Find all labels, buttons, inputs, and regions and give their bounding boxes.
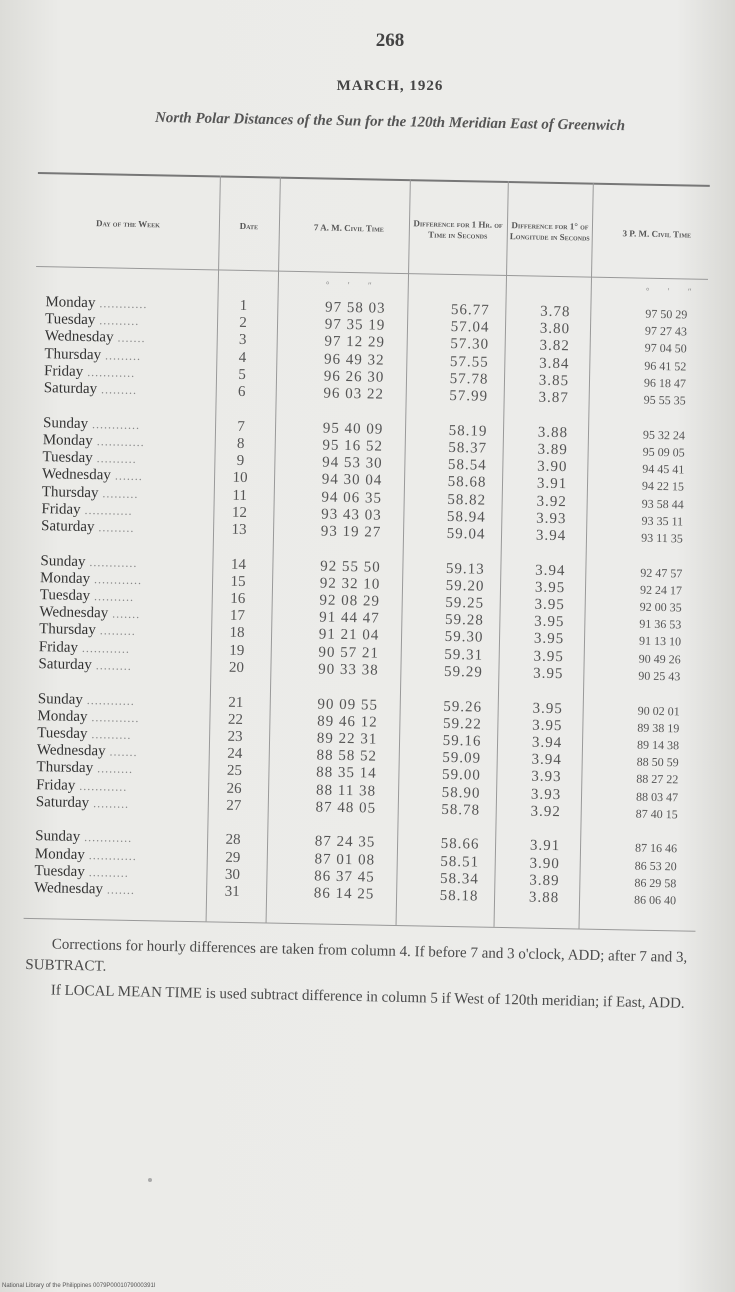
am-value-cell: 93 43 03: [321, 506, 382, 524]
date-cell: 30: [224, 866, 241, 883]
hourly-diff-cell: 59.04: [446, 525, 486, 543]
pm-value-cell: 87 40 15: [635, 806, 678, 822]
day-name: Saturday: [35, 793, 90, 811]
leader-dots: ............: [80, 502, 133, 518]
leader-dots: ..........: [89, 589, 135, 604]
header-day: Day of the Week: [95, 217, 160, 229]
am-value-cell: 88 11 38: [315, 781, 377, 800]
date-cell: 19: [229, 642, 245, 659]
longitude-diff-cell: 3.84: [539, 355, 570, 372]
hourly-diff-cell: 59.31: [444, 646, 484, 664]
day-name: Monday: [37, 707, 88, 725]
pm-value-cell: 97 04 50: [644, 341, 687, 356]
longitude-diff-cell: 3.91: [536, 475, 568, 493]
note-local-time: If LOCAL MEAN TIME is used subtract difference in column 5 if West of 120th meridian; if East, ADD.: [50, 982, 685, 1012]
pm-value-cell: 97 50 29: [645, 306, 688, 322]
date-cell: 13: [231, 521, 247, 538]
leader-dots: .........: [93, 761, 134, 777]
pm-value-cell: 88 27 22: [636, 771, 679, 787]
date-cell: 12: [231, 504, 248, 521]
pm-value-cell: 92 47 57: [640, 565, 683, 581]
leader-dots: ............: [92, 433, 145, 449]
day-name: Monday: [34, 845, 85, 863]
leader-dots: ............: [84, 847, 137, 863]
units-3pm: ° ′ ″: [645, 285, 700, 297]
leader-dots: .........: [100, 347, 142, 363]
hourly-diff-cell: 58.54: [447, 457, 487, 474]
day-name: Wednesday: [39, 604, 109, 622]
hourly-diff-cell: 58.78: [441, 801, 481, 819]
leader-dots: .......: [110, 468, 144, 484]
leader-dots: .......: [105, 744, 138, 760]
date-cell: 3: [238, 332, 247, 349]
pm-value-cell: 89 14 38: [636, 737, 680, 753]
leader-dots: ............: [87, 709, 140, 725]
date-cell: 29: [225, 849, 241, 866]
leader-dots: .........: [91, 657, 132, 673]
hourly-diff-cell: 59.29: [443, 663, 483, 681]
day-name: Friday: [41, 500, 81, 518]
longitude-diff-cell: 3.95: [534, 596, 565, 614]
date-cell: 11: [232, 487, 248, 504]
day-name: Thursday: [41, 483, 99, 501]
leader-dots: .........: [89, 795, 130, 811]
pm-value-cell: 96 41 52: [644, 358, 687, 374]
table-bottom-rule: [24, 918, 696, 932]
leader-dots: .......: [108, 606, 141, 622]
day-name: Saturday: [40, 518, 95, 536]
pm-value-cell: 93 58 44: [641, 496, 684, 511]
units-7am: ° ′ ″: [325, 279, 380, 291]
am-value-cell: 97 58 03: [324, 299, 386, 317]
day-name: Saturday: [38, 655, 92, 673]
am-value-cell: 96 03 22: [323, 385, 385, 403]
day-cell: [44, 380, 214, 400]
hourly-diff-cell: 58.66: [440, 836, 480, 853]
date-cell: 1: [239, 297, 248, 315]
pm-value-cell: 88 03 47: [635, 789, 679, 804]
date-cell: 2: [239, 315, 247, 332]
leader-dots: .........: [94, 520, 135, 535]
hourly-diff-cell: 57.99: [449, 387, 489, 405]
hourly-diff-cell: 58.90: [441, 784, 481, 802]
hourly-diff-cell: 57.55: [449, 353, 489, 371]
pm-value-cell: 87 16 46: [634, 840, 678, 856]
am-value-cell: 87 24 35: [314, 833, 376, 851]
longitude-diff-cell: 3.88: [528, 889, 560, 907]
longitude-diff-cell: 3.95: [532, 700, 563, 717]
longitude-diff-cell: 3.93: [531, 768, 562, 786]
pm-value-cell: 95 32 24: [642, 427, 686, 443]
hourly-diff-cell: 58.82: [447, 491, 487, 509]
day-name: Sunday: [40, 552, 86, 570]
date-cell: 16: [230, 590, 246, 608]
leader-dots: ..........: [84, 864, 129, 880]
day-cell: [34, 880, 204, 900]
longitude-diff-cell: 3.95: [534, 579, 566, 596]
longitude-diff-cell: 3.95: [534, 613, 565, 631]
am-value-cell: 94 30 04: [321, 471, 383, 489]
header-7am: 7 A. M. Civil Time: [313, 221, 384, 234]
leader-dots: .......: [102, 882, 136, 897]
day-name: Friday: [38, 638, 79, 656]
hourly-diff-cell: 59.26: [443, 698, 483, 716]
hourly-diff-cell: 56.77: [450, 301, 490, 319]
longitude-diff-cell: 3.80: [539, 320, 571, 338]
date-cell: 18: [229, 625, 245, 642]
am-value-cell: 97 35 19: [324, 316, 386, 334]
date-cell: 22: [227, 711, 244, 728]
day-name: Friday: [36, 776, 76, 794]
longitude-diff-cell: 3.78: [540, 303, 571, 321]
day-cell: [36, 794, 206, 814]
am-value-cell: 86 37 45: [314, 868, 375, 886]
date-cell: 15: [230, 573, 246, 590]
pm-value-cell: 94 45 41: [642, 461, 685, 477]
am-value-cell: 91 44 47: [319, 609, 380, 627]
footnotes: [25, 934, 706, 1019]
day-name: Wednesday: [34, 880, 104, 898]
hourly-diff-cell: 57.78: [449, 370, 489, 388]
longitude-diff-cell: 3.94: [535, 562, 566, 579]
am-value-cell: 87 01 08: [314, 851, 376, 869]
am-value-cell: 90 33 38: [318, 661, 379, 679]
hourly-diff-cell: 58.68: [447, 474, 487, 491]
date-cell: 6: [237, 383, 246, 401]
date-cell: 10: [232, 470, 248, 487]
longitude-diff-cell: 3.82: [539, 338, 570, 355]
date-cell: 14: [230, 556, 247, 573]
hourly-diff-cell: 59.20: [445, 577, 485, 595]
pm-value-cell: 90 02 01: [637, 703, 680, 718]
hourly-diff-cell: 57.04: [450, 319, 490, 336]
longitude-diff-cell: 3.85: [538, 372, 570, 390]
leader-dots: ..........: [87, 726, 132, 742]
date-cell: 21: [228, 694, 244, 711]
longitude-diff-cell: 3.94: [535, 527, 567, 545]
am-value-cell: 94 06 35: [321, 489, 383, 507]
day-name: Thursday: [38, 621, 96, 639]
date-cell: 28: [225, 832, 241, 849]
header-hourly-diff: Difference for 1 Hr. of Time in Seconds: [413, 218, 503, 241]
pm-value-cell: 97 27 43: [644, 323, 688, 339]
am-value-cell: 86 14 25: [313, 885, 375, 903]
hourly-diff-cell: 58.34: [439, 870, 479, 888]
pm-value-cell: 92 24 17: [639, 582, 683, 598]
am-value-cell: 90 57 21: [318, 644, 380, 662]
library-footer: National Library of the Philippines 0079P0001079000391I: [2, 1283, 156, 1289]
date-cell: 27: [226, 797, 242, 814]
longitude-diff-cell: 3.94: [531, 734, 563, 752]
day-name: Thursday: [36, 759, 94, 777]
longitude-diff-cell: 3.87: [538, 389, 569, 407]
am-value-cell: 92 55 50: [320, 558, 381, 576]
leader-dots: ............: [82, 692, 135, 708]
paper-speck: [148, 1178, 152, 1182]
day-name: Saturday: [43, 380, 98, 398]
day-name: Tuesday: [42, 449, 93, 467]
date-cell: 25: [226, 763, 243, 780]
hourly-diff-cell: 57.30: [450, 336, 490, 354]
pm-value-cell: 86 53 20: [634, 858, 677, 873]
leader-dots: ............: [83, 364, 136, 380]
leader-dots: ............: [80, 830, 133, 846]
day-name: Sunday: [35, 828, 81, 846]
date-cell: 9: [236, 452, 245, 470]
longitude-diff-cell: 3.95: [533, 648, 564, 665]
pm-value-cell: 91 36 53: [639, 616, 682, 632]
leader-dots: .........: [96, 382, 138, 397]
hourly-diff-cell: 59.28: [444, 612, 484, 629]
am-value-cell: 88 35 14: [316, 764, 377, 782]
am-value-cell: 87 48 05: [315, 799, 377, 817]
day-name: Sunday: [37, 690, 83, 708]
day-name: Wednesday: [44, 328, 114, 346]
leader-dots: .........: [98, 485, 139, 501]
pm-value-cell: 96 18 47: [643, 375, 687, 391]
day-name: Thursday: [44, 345, 102, 363]
am-value-cell: 92 08 29: [319, 592, 381, 610]
am-value-cell: 94 53 30: [321, 454, 383, 472]
pm-value-cell: 86 06 40: [633, 892, 677, 908]
ephemeris-table: [23, 168, 709, 941]
day-name: Tuesday: [37, 724, 88, 742]
pm-value-cell: 89 38 19: [637, 720, 680, 736]
hourly-diff-cell: 59.22: [442, 715, 482, 733]
am-value-cell: 95 16 52: [322, 437, 384, 455]
longitude-diff-cell: 3.93: [536, 510, 567, 527]
day-name: Tuesday: [44, 311, 96, 329]
am-value-cell: 89 46 12: [317, 713, 378, 731]
longitude-diff-cell: 3.90: [529, 855, 561, 872]
longitude-diff-cell: 3.89: [529, 872, 560, 889]
pm-value-cell: 94 22 15: [641, 478, 685, 494]
am-value-cell: 91 21 04: [318, 626, 380, 645]
longitude-diff-cell: 3.95: [532, 717, 563, 734]
date-cell: 8: [236, 435, 245, 452]
am-value-cell: 90 09 55: [317, 695, 379, 714]
am-value-cell: 93 19 27: [320, 523, 382, 541]
day-name: Tuesday: [39, 587, 91, 605]
longitude-diff-cell: 3.95: [533, 630, 565, 648]
page-number: 268: [375, 30, 405, 51]
hourly-diff-cell: 59.25: [445, 594, 485, 612]
pm-value-cell: 95 09 05: [642, 444, 685, 460]
day-cell: [41, 518, 211, 538]
pm-value-cell: 95 55 35: [643, 392, 686, 408]
pm-value-cell: 86 29 58: [634, 875, 677, 891]
month-title: MARCH, 1926: [336, 78, 444, 94]
hourly-diff-cell: 59.30: [444, 629, 484, 647]
header-date: Date: [239, 220, 259, 231]
date-cell: 24: [227, 745, 243, 763]
header-3pm: 3 P. M. Civil Time: [622, 227, 692, 240]
hourly-diff-cell: 58.37: [448, 439, 488, 457]
longitude-diff-cell: 3.95: [533, 665, 564, 682]
day-name: Wednesday: [41, 466, 112, 484]
header-longitude-diff: Difference for 1° of Longitude in Seconds: [509, 220, 590, 243]
date-cell: 5: [238, 366, 246, 383]
longitude-diff-cell: 3.92: [530, 803, 562, 820]
am-value-cell: 95 40 09: [322, 420, 384, 438]
pm-value-cell: 91 13 10: [638, 634, 682, 649]
longitude-diff-cell: 3.94: [531, 751, 563, 769]
date-cell: 7: [237, 418, 245, 435]
leader-dots: .......: [113, 330, 146, 346]
longitude-diff-cell: 3.90: [537, 458, 568, 476]
leader-dots: .........: [95, 623, 136, 639]
day-name: Tuesday: [34, 862, 85, 880]
am-value-cell: 96 49 32: [323, 351, 385, 369]
day-name: Monday: [42, 432, 93, 449]
hourly-diff-cell: 58.18: [439, 887, 479, 905]
hourly-diff-cell: 59.16: [442, 732, 482, 750]
pm-value-cell: 90 25 43: [638, 668, 681, 684]
hourly-diff-cell: 59.00: [441, 767, 481, 784]
longitude-diff-cell: 3.91: [529, 837, 561, 855]
date-cell: 31: [224, 883, 240, 901]
day-name: Monday: [39, 569, 91, 587]
pm-value-cell: 90 49 26: [638, 651, 681, 667]
longitude-diff-cell: 3.88: [537, 424, 569, 441]
date-cell: 4: [238, 349, 247, 366]
date-cell: 17: [229, 607, 246, 625]
leader-dots: ............: [89, 571, 143, 587]
leader-dots: ............: [77, 640, 131, 656]
date-cell: 26: [226, 780, 242, 797]
am-value-cell: 89 22 31: [316, 730, 378, 748]
day-name: Monday: [45, 294, 96, 312]
note-hourly: Corrections for hourly differences are taken from column 4. If before 7 and 3 o'clock, ADD; after 7 and 3, SUBTRACT.: [25, 936, 688, 975]
longitude-diff-cell: 3.92: [536, 493, 567, 510]
hourly-diff-cell: 58.51: [440, 853, 480, 871]
longitude-diff-cell: 3.93: [530, 786, 562, 803]
am-value-cell: 97 12 29: [324, 333, 386, 352]
leader-dots: ............: [95, 296, 148, 312]
day-name: Wednesday: [36, 742, 106, 760]
day-cell: [38, 656, 208, 676]
am-value-cell: 96 26 30: [323, 368, 385, 386]
pm-value-cell: 93 35 11: [641, 513, 684, 529]
leader-dots: ............: [75, 778, 128, 794]
pm-value-cell: 88 50 59: [636, 754, 679, 770]
hourly-diff-cell: 59.09: [442, 749, 482, 767]
day-name: Sunday: [42, 414, 89, 432]
day-name: Friday: [43, 362, 84, 380]
leader-dots: ............: [87, 416, 141, 432]
hourly-diff-cell: 59.13: [445, 560, 485, 578]
table-subtitle: North Polar Distances of the Sun for the 120th Meridian East of Greenwich: [154, 109, 626, 135]
leader-dots: ..........: [92, 451, 137, 467]
leader-dots: ............: [85, 554, 138, 570]
leader-dots: ..........: [95, 313, 140, 329]
longitude-diff-cell: 3.89: [537, 441, 568, 459]
am-value-cell: 88 58 52: [316, 747, 378, 765]
hourly-diff-cell: 58.19: [448, 422, 488, 440]
pm-value-cell: 93 11 35: [641, 530, 683, 546]
am-value-cell: 92 32 10: [319, 575, 381, 593]
date-cell: 23: [227, 728, 243, 745]
date-cell: 20: [228, 659, 245, 676]
hourly-diff-cell: 58.94: [446, 508, 486, 526]
pm-value-cell: 92 00 35: [639, 599, 682, 615]
